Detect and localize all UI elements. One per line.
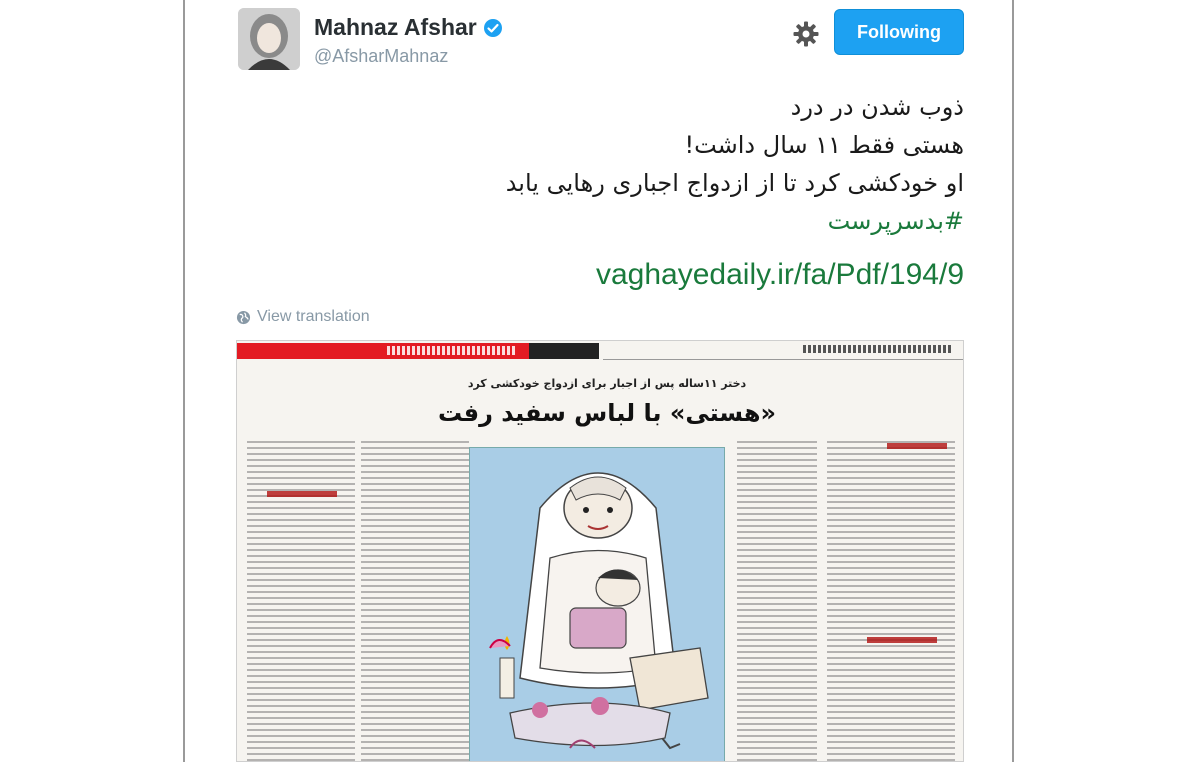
avatar-photo xyxy=(238,8,300,70)
newspaper-column-4 xyxy=(827,441,955,762)
newspaper-top-rule xyxy=(603,345,963,360)
newspaper-column-1 xyxy=(247,441,355,762)
verified-badge-icon xyxy=(483,18,503,38)
tweet-url-link[interactable]: vaghayedaily.ir/fa/Pdf/194/9 xyxy=(595,258,964,291)
user-handle[interactable]: @AfsharMahnaz xyxy=(314,46,449,66)
newspaper-column-3 xyxy=(737,441,817,762)
tweet-card xyxy=(186,0,1010,762)
tweet-line-3: او خودکشی کرد تا از ازدواج اجباری رهایی یابد xyxy=(505,169,964,197)
newspaper-column-2 xyxy=(361,441,469,762)
globe-icon xyxy=(236,310,251,325)
newspaper-column-heading xyxy=(867,637,937,643)
newspaper-column-heading xyxy=(887,443,947,449)
newspaper-masthead-text xyxy=(387,346,517,355)
window-border-left xyxy=(183,0,185,762)
newspaper-logo-strip xyxy=(529,343,599,359)
tweet-line-1: ذوب شدن در درد xyxy=(790,93,964,121)
newspaper-illustration xyxy=(469,447,725,762)
tweet-text xyxy=(386,88,964,240)
window-border-right xyxy=(1012,0,1014,762)
view-translation-label: View translation xyxy=(257,308,370,325)
display-name[interactable] xyxy=(314,14,503,41)
display-name-text: Mahnaz Afshar xyxy=(314,14,477,40)
following-button[interactable]: Following xyxy=(834,9,964,55)
attached-newspaper-image[interactable] xyxy=(236,340,964,762)
bride-cartoon-illustration xyxy=(470,448,725,762)
avatar[interactable] xyxy=(238,8,300,70)
newspaper-headline: «هستی» با لباس سفید رفت xyxy=(437,399,776,427)
hashtag-link[interactable]: #بدسرپرست xyxy=(827,207,964,235)
view-translation-link[interactable] xyxy=(236,308,370,326)
newspaper-subhead: دختر ۱۱ساله پس از اجبار برای ازدواج خودکشی کرد xyxy=(467,377,747,390)
tweet-line-2: هستی فقط ۱۱ سال داشت! xyxy=(684,131,964,159)
newspaper-column-heading xyxy=(267,491,337,497)
gear-icon[interactable] xyxy=(792,20,820,48)
